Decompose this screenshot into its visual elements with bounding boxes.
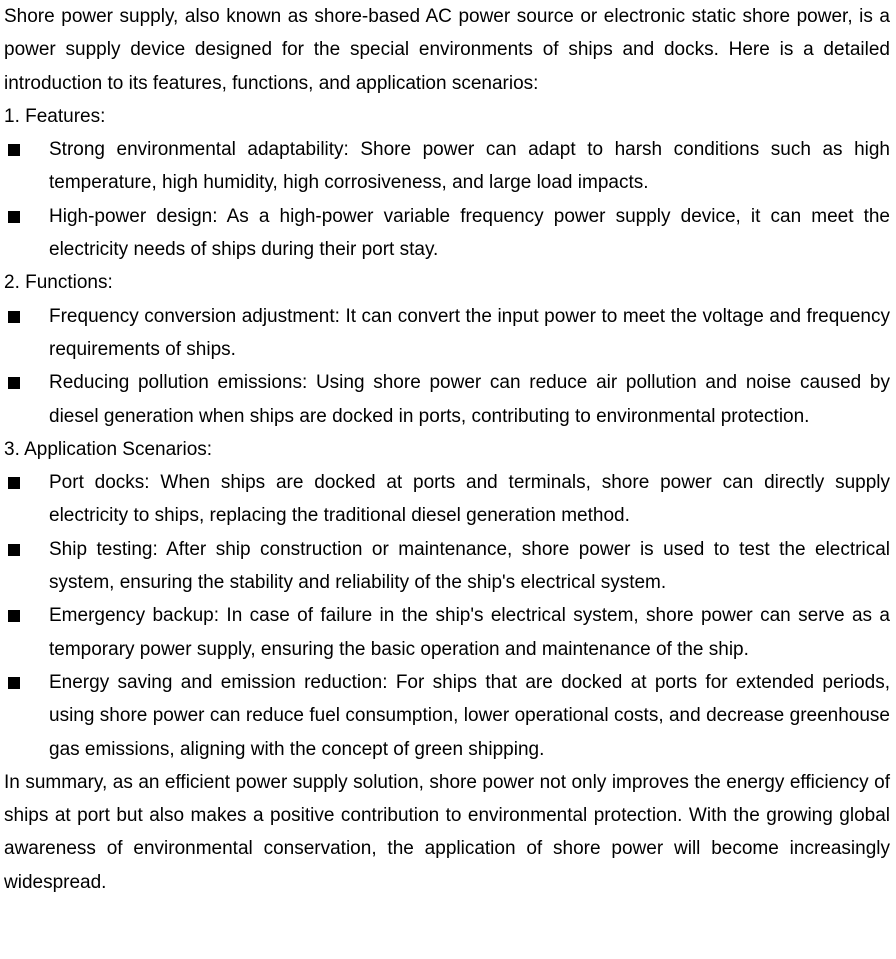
list-item	[4, 200, 890, 267]
square-bullet-icon	[8, 677, 20, 689]
list-item	[4, 666, 890, 766]
list-item-text: Frequency conversion adjustment: It can convert the input power to meet the voltage and frequency requirements of ships.	[49, 305, 890, 360]
square-bullet-icon	[8, 377, 20, 389]
summary-paragraph: In summary, as an efficient power supply solution, shore power not only improves the energy efficiency of ships at port but also makes a positive contribution to environmental protection. With the growing global awareness of environmental conservation, the application of shore power will become increasingly widespread.	[4, 771, 890, 893]
list-item	[4, 366, 890, 433]
list-item-text: Energy saving and emission reduction: For ships that are docked at ports for extended periods, using shore power can reduce fuel consumption, lower operational costs, and decrease greenhouse gas emissions, aligning with the concept of green shipping.	[49, 671, 890, 760]
list-item	[4, 300, 890, 367]
square-bullet-icon	[8, 144, 20, 156]
list-item-text: Port docks: When ships are docked at ports and terminals, shore power can directly supply electricity to ships, replacing the traditional diesel generation method.	[49, 472, 890, 527]
bullet-list	[4, 466, 890, 766]
bullet-list	[4, 300, 890, 433]
list-item-text: Emergency backup: In case of failure in the ship's electrical system, shore power can serve as a temporary power supply, ensuring the basic operation and maintenance of the ship.	[49, 605, 890, 660]
list-item	[4, 533, 890, 600]
square-bullet-icon	[8, 610, 20, 622]
list-item-text: Strong environmental adaptability: Shore power can adapt to harsh conditions such as high temperature, high humidity, high corrosiveness, and large load impacts.	[49, 139, 890, 194]
section-heading: 2. Functions:	[4, 272, 113, 294]
list-item-text: High-power design: As a high-power variable frequency power supply device, it can meet the electricity needs of ships during their port stay.	[49, 205, 890, 261]
section-functions	[4, 266, 890, 432]
list-item-text: Reducing pollution emissions: Using shore power can reduce air pollution and noise caused by diesel generation when ships are docked in ports, contributing to environmental protection.	[49, 372, 890, 427]
square-bullet-icon	[8, 477, 20, 489]
list-item	[4, 599, 890, 666]
section-application-scenarios	[4, 433, 890, 766]
square-bullet-icon	[8, 544, 20, 556]
list-item-text: Ship testing: After ship construction or maintenance, shore power is used to test the electrical system, ensuring the stability and reliability of the ship's electrical system.	[49, 538, 890, 594]
square-bullet-icon	[8, 311, 20, 323]
section-heading: 3. Application Scenarios:	[4, 438, 213, 460]
list-item	[4, 133, 890, 200]
intro-paragraph: Shore power supply, also known as shore-based AC power source or electronic static shore power, is a power supply device designed for the special environments of ships and docks. Here is a detailed introduction to its features, functions, and application scenarios:	[4, 6, 890, 94]
section-heading: 1. Features:	[4, 105, 106, 127]
bullet-list	[4, 133, 890, 266]
square-bullet-icon	[8, 211, 20, 223]
section-features	[4, 100, 890, 266]
list-item	[4, 466, 890, 533]
